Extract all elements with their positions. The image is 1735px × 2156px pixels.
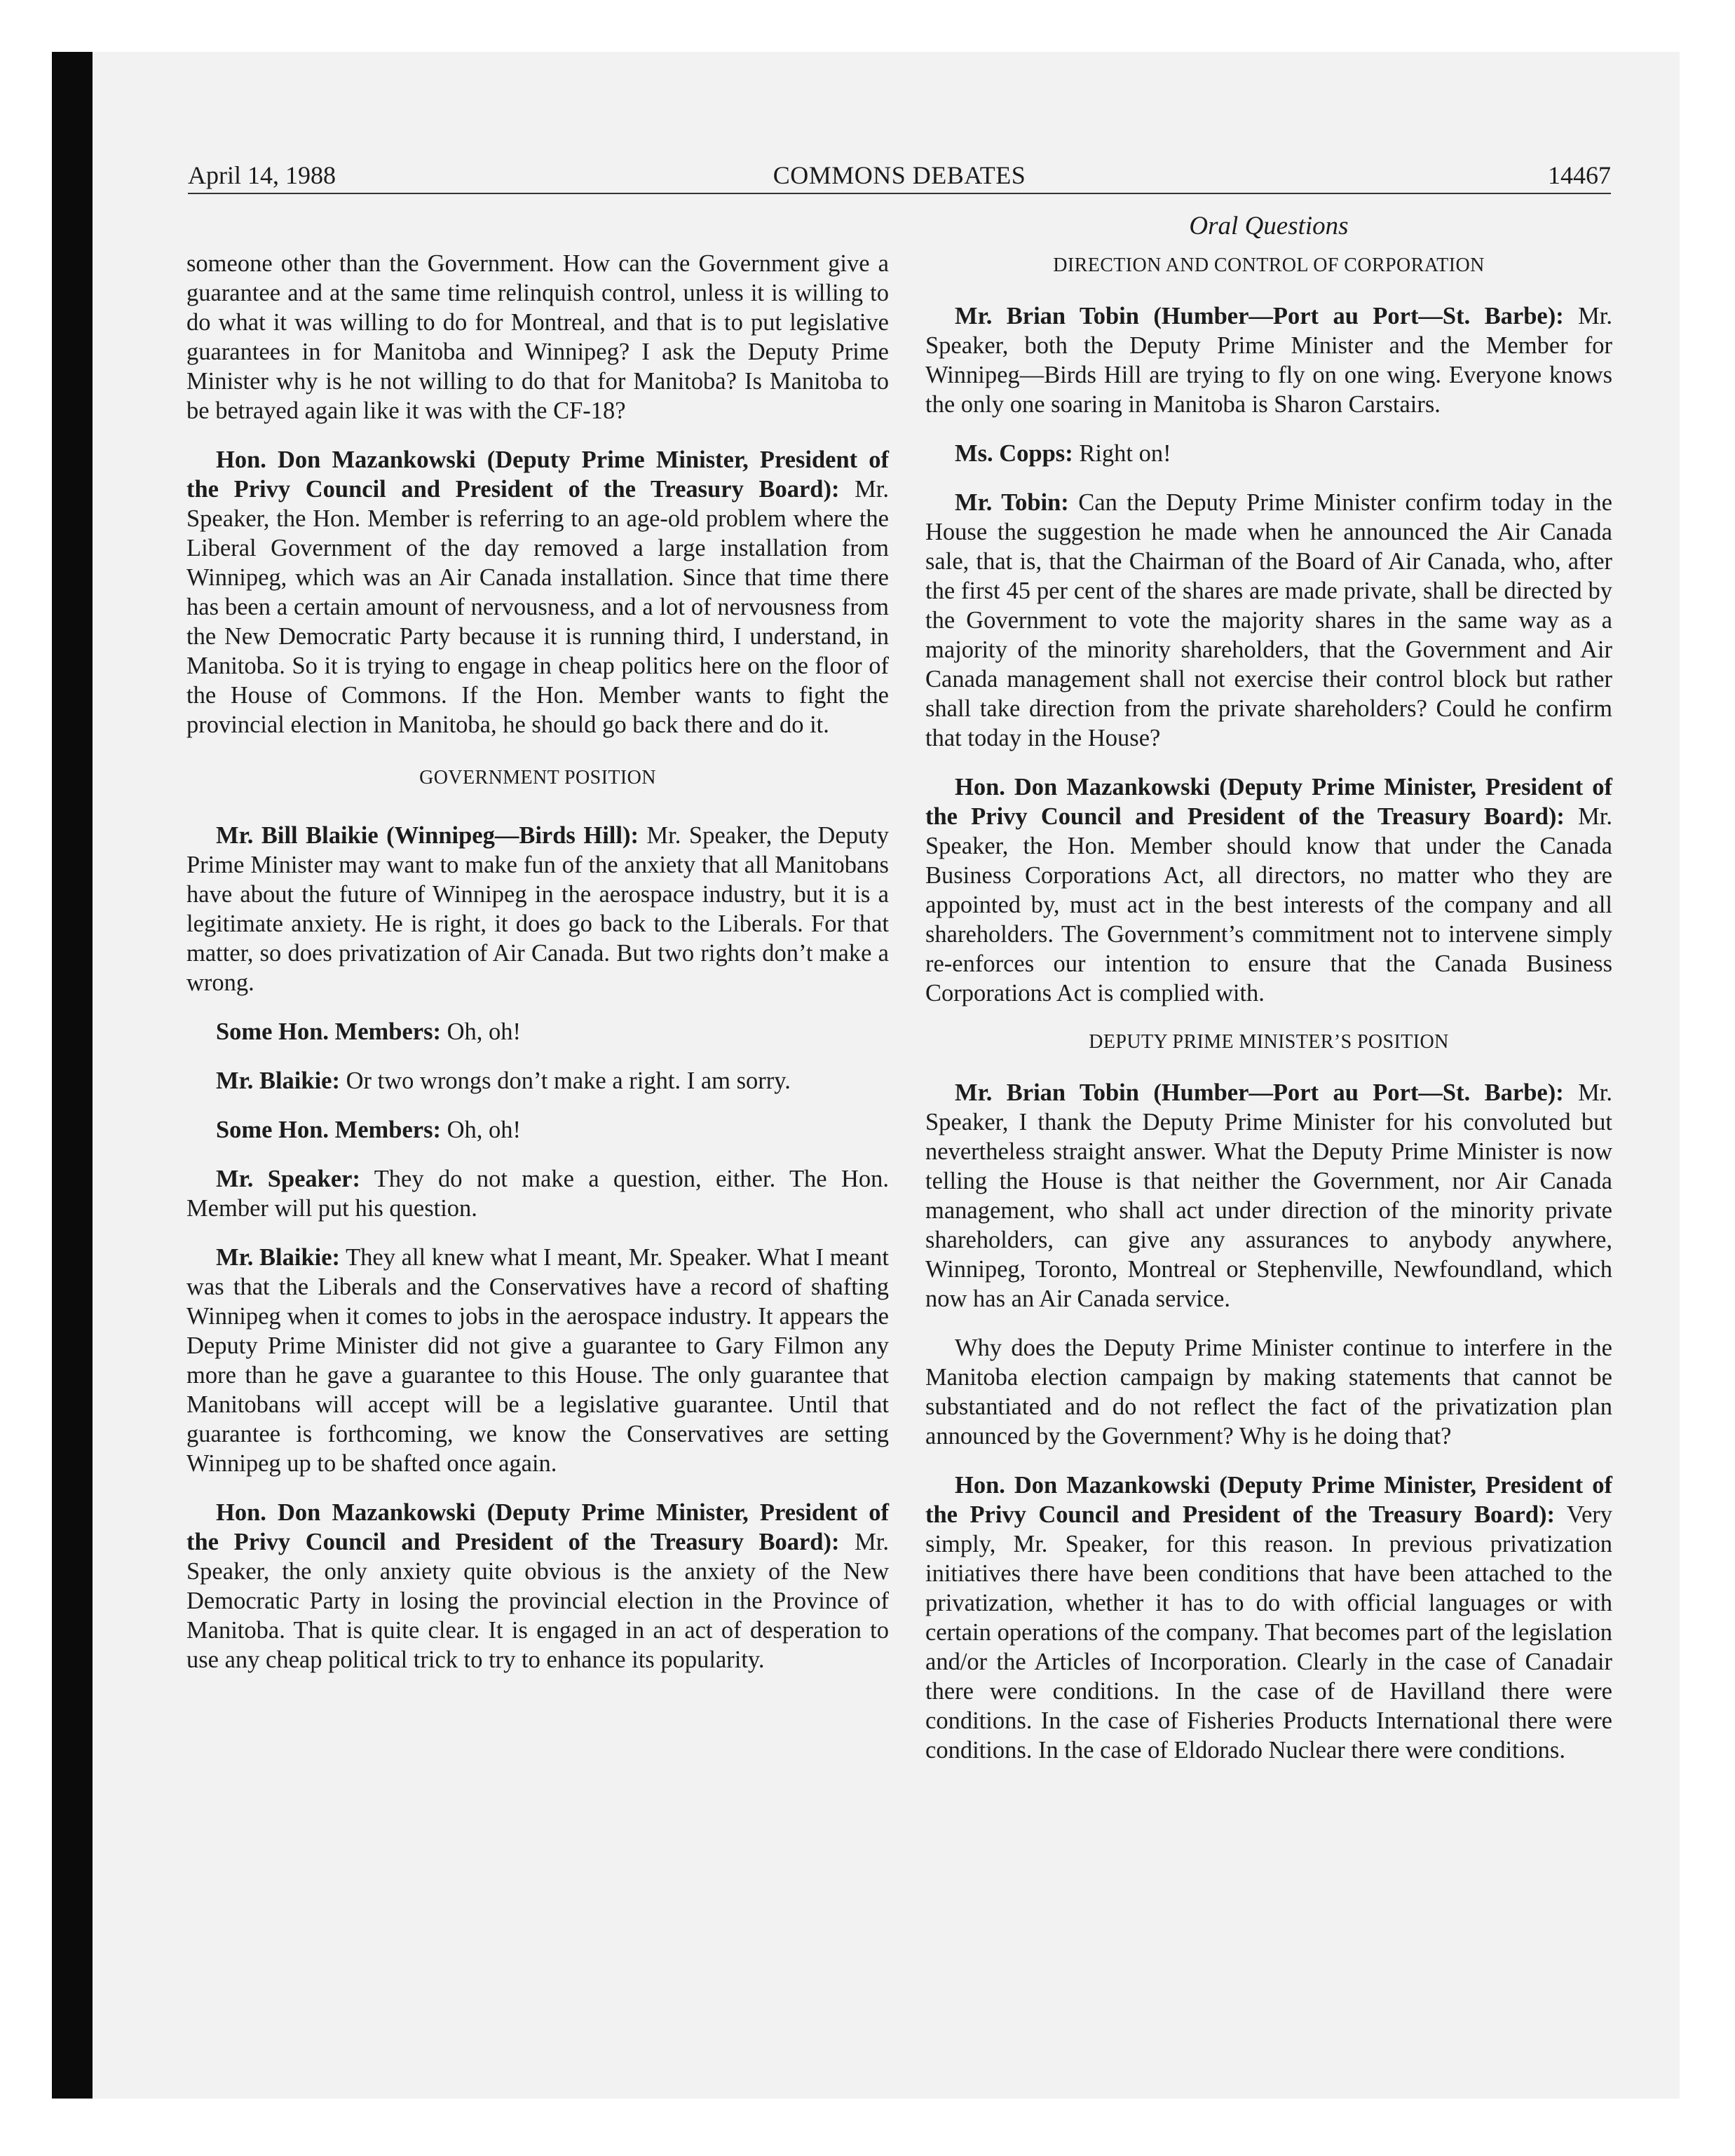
- left-column: [186, 249, 889, 1694]
- paragraph: [186, 445, 889, 739]
- paragraph: [186, 821, 889, 997]
- speech-text: Mr. Speaker, the Hon. Member is referring to an age-old problem where the Liberal Government of the day removed a large installation from Winnipeg, which was an Air Canada installation. Since that time there has been a certain amount of nervousness, and a lot of nervousness from the New Democratic Party because it is running third, I understand, in Manitoba. So it is trying to engage in cheap politics here on the floor of the House of Commons. If the Hon. Member wants to fight the provincial election in Manitoba, he should go back there and do it.: [186, 476, 889, 738]
- speech-text: Oh, oh!: [440, 1117, 522, 1143]
- speech-text: Mr. Speaker, both the Deputy Prime Minister and the Member for Winnipeg—Birds Hill are trying to fly on one wing. Everyone knows the only one soaring in Manitoba is Sharon Carstairs.: [925, 303, 1613, 418]
- paragraph: [186, 1066, 889, 1096]
- paragraph: [925, 1078, 1612, 1314]
- speaker-name: Hon. Don Mazankowski (Deputy Prime Minister, President of the Privy Council and President of the Treasury Board):: [186, 446, 889, 503]
- speech-text: Mr. Speaker, I thank the Deputy Prime Minister for his convoluted but nevertheless straight answer. What the Deputy Prime Minister is now telling the House is that neither the Government, nor Air Canada management, who shall act under direction of the minority private shareholders, can give any assurances to anybody anywhere, Winnipeg, Toronto, Montreal or Stephenville, Newfoundland, which now has an Air Canada service.: [925, 1079, 1613, 1312]
- speech-text: They all knew what I meant, Mr. Speaker. What I meant was that the Liberals and the Conservatives have a record of shafting Winnipeg when it comes to jobs in the aerospace industry. It appears the Deputy Prime Minister did not give a guarantee to Gary Filmon any more than he gave a guarantee to this House. The only guarantee that Manitobans will accept will be a legislative guarantee. Until that guarantee is forthcoming, we know the Conservatives are setting Winnipeg up to be shafted once again.: [186, 1244, 889, 1477]
- subheading: DEPUTY PRIME MINISTER’S POSITION: [1089, 1031, 1449, 1053]
- paragraph: someone other than the Government. How can the Government give a guarantee and at the same time relinquish control, unless it is willing to do what it was willing to do for Montreal, and that is to put legislative guarantees in for Manitoba and Winnipeg? I ask the Deputy Prime Minister why is he not willing to do that for Manitoba? Is Manitoba to be betrayed again like it was with the CF-18?: [186, 250, 889, 424]
- speaker-name: Mr. Brian Tobin (Humber—Port au Port—St. Barbe):: [955, 303, 1564, 329]
- paragraph: [925, 439, 1612, 468]
- paragraph: [925, 772, 1612, 1008]
- speaker-name: Hon. Don Mazankowski (Deputy Prime Minister, President of the Privy Council and President of the Treasury Board):: [925, 1472, 1612, 1528]
- subheading: DIRECTION AND CONTROL OF CORPORATION: [1053, 254, 1485, 276]
- speech-text: Mr. Speaker, the Deputy Prime Minister may want to make fun of the anxiety that all Manitobans have about the future of Winnipeg in the aerospace industry, but it is a legitimate anxiety. He is right, it does go back to the Liberals. For that matter, so does privatization of Air Canada. But two rights don’t make a wrong.: [186, 822, 889, 996]
- subheading: GOVERNMENT POSITION: [419, 767, 656, 789]
- speaker-name: Mr. Bill Blaikie (Winnipeg—Birds Hill):: [216, 822, 639, 849]
- speech-text: Can the Deputy Prime Minister confirm today in the House the suggestion he made when he announced the Air Canada sale, that is, that the Chairman of the Board of Air Canada, who, after the first 45 per cent of the shares are made private, shall be directed by the Government to vote the majority shares in the same way as a majority of the minority shareholders, that the Government and Air Canada management shall not exercise their control block but rather shall take direction from the private shareholders? Could he confirm that today in the House?: [925, 489, 1612, 751]
- scan-border: [52, 52, 93, 2099]
- speech-text: Very simply, Mr. Speaker, for this reason. In previous privatization initiatives there have been conditions that have been attached to the privatization, whether it has to do with official languages or with certain operations of the company. That becomes part of the legislation and/or the Articles of Incorporation. Clearly in the case of Canadair there were conditions. In the case of de Havilland there were conditions. In the case of Fisheries Products International there were conditions. In the case of Eldorado Nuclear there were conditions.: [925, 1501, 1612, 1763]
- paragraph: Why does the Deputy Prime Minister continue to interfere in the Manitoba election campaign by making statements that cannot be substantiated and do not reflect the fact of the privatization plan announced by the Government? Why is he doing that?: [925, 1335, 1612, 1449]
- header-page-number: 14467: [1548, 161, 1611, 189]
- paragraph: [925, 488, 1612, 753]
- paragraph: [925, 1471, 1612, 1765]
- speaker-name: Hon. Don Mazankowski (Deputy Prime Minister, President of the Privy Council and President of the Treasury Board):: [925, 774, 1612, 830]
- speaker-name: Some Hon. Members:: [216, 1117, 441, 1143]
- paragraph: [186, 1498, 889, 1674]
- speaker-name: Ms. Copps:: [955, 440, 1073, 467]
- paragraph: [186, 1017, 889, 1046]
- speech-text: Or two wrongs don’t make a right. I am sorry.: [339, 1067, 791, 1094]
- paragraph: [186, 1164, 889, 1223]
- right-column: [925, 251, 1612, 1785]
- paragraph: [186, 1243, 889, 1478]
- paragraph: [186, 1115, 889, 1145]
- speech-text: They do not make a question, either. The Hon. Member will put his question.: [186, 1166, 890, 1222]
- speech-text: Mr. Speaker, the only anxiety quite obvious is the anxiety of the New Democratic Party in losing the provincial election in the Province of Manitoba. That is quite clear. It is engaged in an act of desperation to use any cheap political trick to try to enhance its popularity.: [186, 1529, 889, 1673]
- speech-text: Mr. Speaker, the Hon. Member should know that under the Canada Business Corporations Act, all directors, no matter who they are appointed by, must act in the best interests of the company and all shareholders. The Government’s commitment not to intervene simply re-enforces our intention to ensure that the Canada Business Corporations Act is complied with.: [925, 803, 1613, 1007]
- speaker-name: Hon. Don Mazankowski (Deputy Prime Minister, President of the Privy Council and President of the Treasury Board):: [186, 1499, 889, 1555]
- speaker-name: Mr. Speaker:: [216, 1166, 360, 1192]
- speaker-name: Mr. Brian Tobin (Humber—Port au Port—St. Barbe):: [955, 1079, 1564, 1106]
- speaker-name: Some Hon. Members:: [216, 1018, 441, 1045]
- running-header: [188, 158, 1611, 194]
- speech-text: Right on!: [1073, 440, 1171, 467]
- header-journal-title: COMMONS DEBATES: [773, 161, 1026, 189]
- speaker-name: Mr. Blaikie:: [216, 1067, 340, 1094]
- speaker-name: Mr. Blaikie:: [216, 1244, 341, 1271]
- speaker-name: Mr. Tobin:: [955, 489, 1069, 516]
- section-title: Oral Questions: [1189, 212, 1349, 240]
- paragraph: [925, 301, 1612, 419]
- speech-text: Oh, oh!: [440, 1018, 522, 1045]
- header-date: April 14, 1988: [188, 161, 336, 189]
